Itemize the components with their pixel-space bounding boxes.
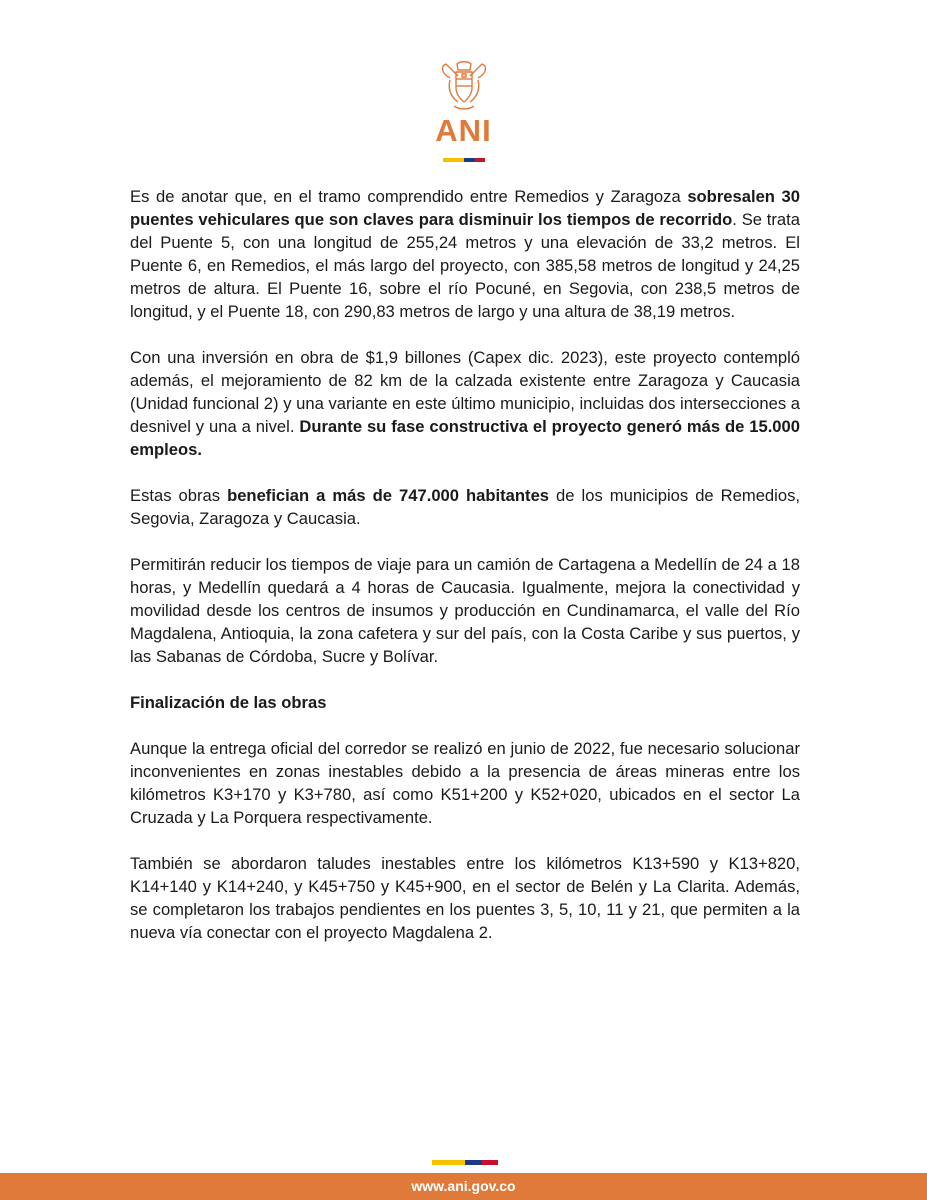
bold-text-run: benefician a más de 747.000 habitantes (227, 486, 550, 505)
document-body (130, 185, 800, 967)
footer-flag-stripe (432, 1160, 498, 1165)
text-run: Permitirán reducir los tiempos de viaje para un camión de Cartagena a Medellín de 24 a 18 horas, y Medellín quedará a 4 horas de Caucasia. Igualmente, mejora la conectividad y movilidad desde los centros de insumos y producción en Cundinamarca, el valle del Río Magdalena, Antioquia, la zona cafetera y sur del país, con la Costa Caribe y sus puertos, y las Sabanas de Córdoba, Sucre y Bolívar. (130, 555, 800, 666)
footer-website-link[interactable]: www.ani.gov.co (411, 1178, 516, 1194)
bold-text-run: sobresalen 30 puentes vehiculares que son claves para disminuir los tiempos de recorrido (130, 187, 801, 229)
colombia-coat-of-arms-icon (436, 58, 492, 114)
footer-bar (0, 1173, 927, 1200)
bold-text-run: Durante su fase constructiva el proyecto generó más de 15.000 empleos. (130, 417, 800, 459)
paragraph-investment (130, 346, 800, 461)
text-run: Estas obras (130, 486, 228, 505)
paragraph-bridges (130, 185, 800, 323)
text-run: Con una inversión en obra de $1,9 billones (Capex dic. 2023), este proyecto contempló además, el mejoramiento de 82 km de la calzada existente entre Zaragoza y Caucasia (Unidad funcional 2) y una variante en este último municipio, incluidas dos intersecciones a desnivel y una a nivel. (130, 348, 800, 436)
section-heading: Finalización de las obras (130, 693, 327, 712)
paragraph-travel-times (130, 553, 800, 668)
header-flag-stripe (443, 158, 485, 162)
ani-logo-text: ANI (435, 113, 492, 148)
paragraph-slopes: También se abordaron taludes inestables entre los kilómetros K13+590 y K13+820, K14+140 y K14+240, y K45+750 y K45+900, en el sector de Belén y La Clarita. Además, se completaron los trabajos pendientes en los puentes 3, 5, 10, 11 y 21, que permiten a la nueva vía conectar con el proyecto Magdalena 2. (130, 854, 800, 942)
paragraph-beneficiaries (130, 484, 800, 530)
text-run: Es de anotar que, en el tramo comprendido entre Remedios y Zaragoza (130, 187, 688, 206)
text-run: . Se trata del Puente 5, con una longitud de 255,24 metros y una elevación de 33,2 metros. El Puente 6, en Remedios, el más largo del proyecto, con 385,58 metros de longitud y 24,25 metros de altura. El Puente 16, sobre el río Pocuné, en Segovia, con 238,5 metros de longitud, y el Puente 18, con 290,83 metros de largo y una altura de 38,19 metros. (130, 210, 800, 321)
paragraph-delivery: Aunque la entrega oficial del corredor se realizó en junio de 2022, fue necesario solucionar inconvenientes en zonas inestables debido a la presencia de áreas mineras entre los kilómetros K3+170 y K3+780, así como K51+200 y K52+020, ubicados en el sector La Cruzada y La Porquera respectivamente. (130, 739, 800, 827)
text-run: de los municipios de Remedios, Segovia, Zaragoza y Caucasia. (130, 486, 800, 528)
page-header (0, 58, 927, 162)
